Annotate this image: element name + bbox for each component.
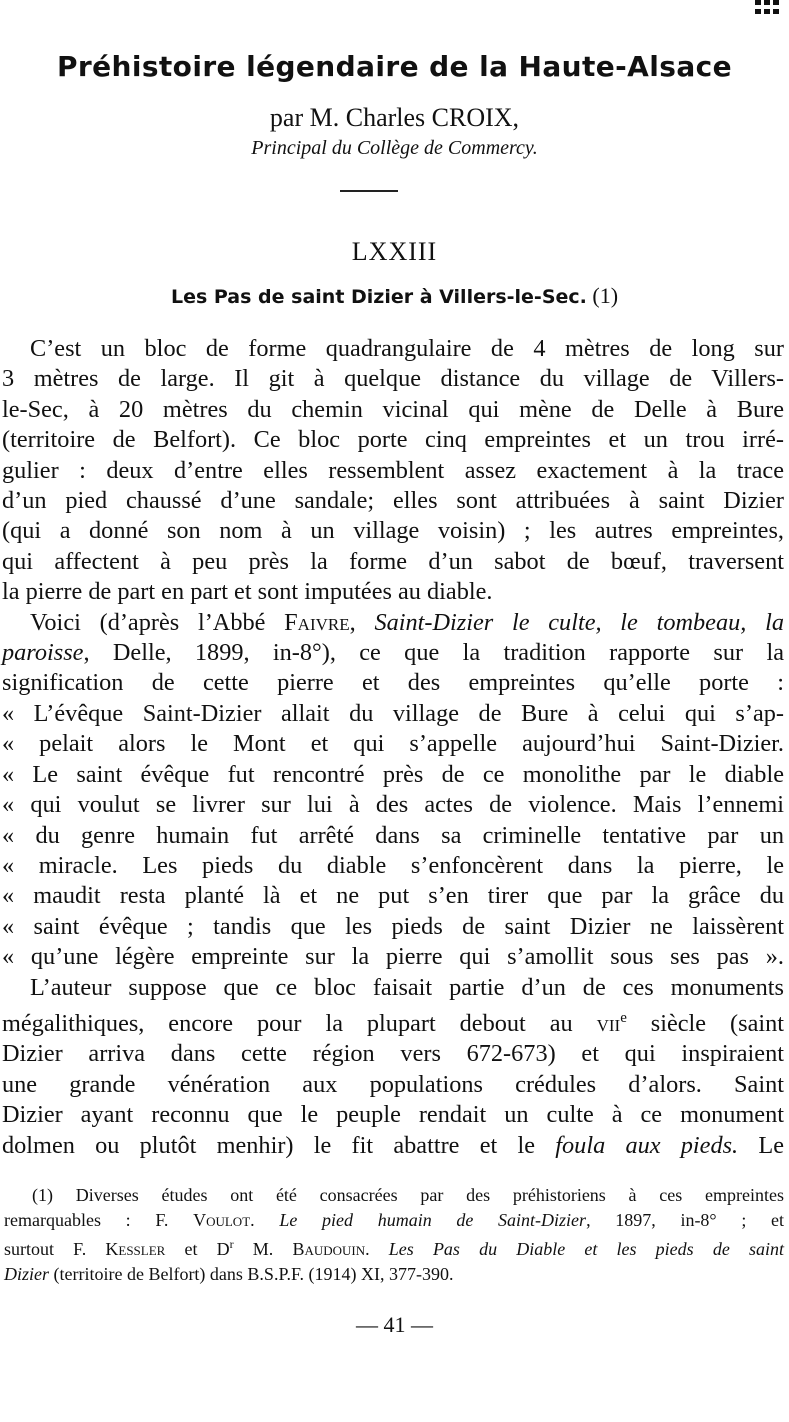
text-line: « qui voulut se livrer sur lui à des actes de violence. Mais l’ennemi (2, 791, 784, 819)
footnote-line (4, 1262, 784, 1287)
author-name: Kessler (105, 1239, 166, 1259)
text-line: « saint évêque ; tandis que les pieds de saint Dizier ne laissèrent (2, 912, 784, 940)
work-title: Les Pas du Diable et les pieds de saint (388, 1239, 784, 1259)
text-run: Le (738, 1131, 785, 1159)
text-line: gulier : deux d’entre elles ressemblent assez exactement à la trace (2, 456, 784, 484)
footnote-line (4, 1232, 784, 1262)
text-line (2, 1131, 784, 1161)
work-title: paroisse (2, 639, 84, 667)
text-run: . (250, 1209, 280, 1230)
author-affiliation: Principal du Collège de Commercy. (251, 137, 538, 159)
text-line: « du genre humain fut arrêté dans sa criminelle tentative par un (2, 821, 784, 849)
corner-print-mark (753, 0, 781, 20)
text-run: , (349, 608, 375, 636)
text-line: d’un pied chaussé d’une sandale; elles sont attribuées à saint Dizier (2, 487, 784, 515)
text-line: une grande vénération aux populations crédules d’alors. Saint (2, 1070, 784, 1098)
text-run: dolmen ou plutôt menhir) le fit abattre et le (2, 1131, 536, 1159)
text-line: Dizier arriva dans cette région vers 672-673) et qui inspiraient (2, 1040, 784, 1068)
text-run: , 1897, in-8° ; et (586, 1209, 784, 1230)
work-title: Dizier (4, 1263, 49, 1284)
article-body (2, 334, 784, 1161)
text-run: , Delle, 1899, in-8°), ce que la tradition rapporte sur la (83, 639, 784, 667)
text-line: qui affectent à peu près la forme d’un sabot de bœuf, traversent (2, 547, 784, 575)
text-line: « Le saint évêque fut rencontré près de ce monolithe par le diable (2, 760, 784, 788)
century-numeral: vii (596, 1010, 621, 1038)
author-name: Baudouin (292, 1239, 366, 1259)
text-line: « qu’une légère empreinte sur la pierre qui s’amollit sous ses pas ». (2, 943, 784, 971)
text-run: Voici (d’après l’Abbé (30, 608, 285, 636)
author-byline: par M. Charles CROIX, (269, 103, 520, 132)
text-line: « L’évêque Saint-Dizier allait du village de Bure à celui qui s’ap- (2, 699, 784, 727)
author-name: Voulot (193, 1209, 251, 1230)
text-run: et D (165, 1239, 230, 1259)
text-line: « maudit resta planté là et ne put s’en tirer que par la grâce du (2, 882, 784, 910)
work-title: Le pied humain de Saint-Dizier (279, 1209, 587, 1230)
chapter-number: LXXIII (351, 237, 438, 266)
text-line: Dizier ayant reconnu que le peuple rendait un culte à ce monument (2, 1101, 784, 1129)
text-run: siècle (saint (626, 1010, 785, 1038)
superscript: e (620, 1009, 627, 1026)
text-line: (territoire de Belfort). Ce bloc porte cinq empreintes et un trou irré- (2, 426, 784, 454)
text-run: mégalithiques, encore pour la plupart debout au (2, 1010, 573, 1038)
footnote-line (4, 1208, 784, 1233)
text-line: L’auteur suppose que ce bloc faisait partie d’un de ces monuments (30, 973, 784, 1001)
text-line: C’est un bloc de forme quadrangulaire de 4 mètres de long sur (30, 335, 784, 362)
italic-phrase: foula aux pieds. (555, 1131, 739, 1159)
section-subtitle-text: Les Pas de saint Dizier à Villers-le-Sec. (170, 286, 587, 308)
text-line: 3 mètres de large. Il git à quelque distance du village de Villers- (2, 365, 784, 393)
text-line: « miracle. Les pieds du diable s’enfoncèrent dans la pierre, le (2, 851, 784, 879)
page-number: — 41 — (356, 1312, 433, 1337)
text-line: signification de cette pierre et des empreintes qu’elle porte : (2, 669, 784, 697)
text-run: remarquables : F. (4, 1209, 194, 1230)
footnote-line: (1) Diverses études ont été consacrées par des préhistoriens à ces empreintes (32, 1185, 784, 1205)
author-name: Faivre (284, 608, 350, 636)
text-line: « pelait alors le Mont et qui s’appelle aujourd’hui Saint-Dizier. (2, 730, 784, 758)
text-line: (qui a donné son nom à un village voisin) ; les autres empreintes, (2, 517, 784, 545)
text-run: (territoire de Belfort) dans B.S.P.F. (1914) XI, 377-390. (49, 1263, 454, 1284)
text-line (2, 608, 784, 638)
article-title: Préhistoire légendaire de la Haute-Alsace (56, 50, 732, 83)
separator-rule (340, 190, 398, 192)
section-subtitle (0, 283, 789, 309)
text-line (2, 638, 784, 668)
text-run: surtout F. (4, 1239, 106, 1259)
footnote-ref: (1) (586, 283, 619, 308)
text-line: le-Sec, à 20 mètres du chemin vicinal qui mène de Delle à Bure (2, 395, 784, 423)
work-title: Saint-Dizier le culte, le tombeau, la (374, 608, 784, 636)
text-run: . (365, 1239, 389, 1259)
text-line: la pierre de part en part et sont imputées au diable. (2, 578, 493, 606)
superscript: r (229, 1237, 234, 1251)
text-line (2, 1003, 784, 1040)
text-run: M. (233, 1239, 293, 1259)
footnote (4, 1183, 784, 1286)
